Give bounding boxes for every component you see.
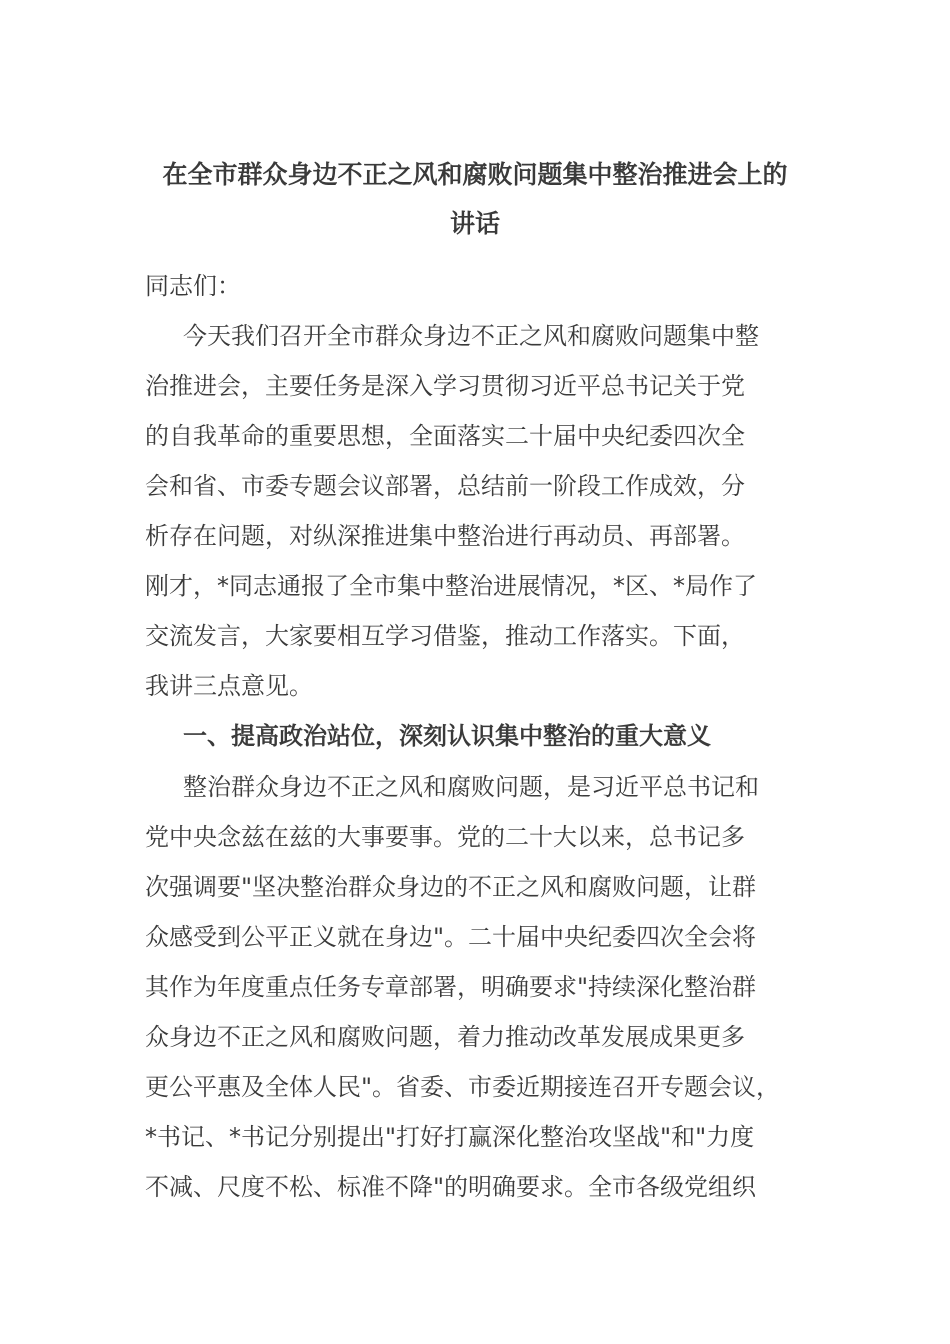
paragraph-line: 其作为年度重点任务专章部署，明确要求"持续深化整治群 — [145, 973, 757, 1001]
salutation: 同志们： — [145, 272, 241, 300]
paragraph-line: 刚才，*同志通报了全市集中整治进展情况，*区、*局作了 — [145, 572, 757, 600]
paragraph-line: 今天我们召开全市群众身边不正之风和腐败问题集中整 — [183, 322, 759, 350]
paragraph-line: 众感受到公平正义就在身边"。二十届中央纪委四次全会将 — [145, 923, 757, 951]
paragraph-line: 整治群众身边不正之风和腐败问题，是习近平总书记和 — [183, 773, 759, 801]
document-title-line-1: 在全市群众身边不正之风和腐败问题集中整治推进会上的 — [162, 160, 788, 189]
paragraph-line: 党中央念兹在兹的大事要事。党的二十大以来，总书记多 — [145, 823, 745, 851]
section-heading: 一、提高政治站位，深刻认识集中整治的重大意义 — [183, 722, 711, 750]
paragraph-line: 治推进会，主要任务是深入学习贯彻习近平总书记关于党 — [145, 372, 745, 400]
paragraph-line: 我讲三点意见。 — [145, 672, 313, 700]
paragraph-line: 的自我革命的重要思想，全面落实二十届中央纪委四次全 — [145, 422, 745, 450]
paragraph-line: 交流发言，大家要相互学习借鉴，推动工作落实。下面， — [145, 622, 745, 650]
paragraph-line: 众身边不正之风和腐败问题，着力推动改革发展成果更多 — [145, 1023, 745, 1051]
paragraph-line: 析存在问题，对纵深推进集中整治进行再动员、再部署。 — [145, 522, 745, 550]
paragraph-line: 次强调要"坚决整治群众身边的不正之风和腐败问题，让群 — [145, 873, 757, 901]
paragraph-line: *书记、*书记分别提出"打好打赢深化整治攻坚战"和"力度 — [145, 1123, 755, 1151]
document-title-line-2: 讲话 — [449, 209, 500, 238]
paragraph-line: 会和省、市委专题会议部署，总结前一阶段工作成效，分 — [145, 472, 745, 500]
paragraph-line: 更公平惠及全体人民"。省委、市委近期接连召开专题会议， — [145, 1073, 781, 1101]
paragraph-line: 不减、尺度不松、标准不降"的明确要求。全市各级党组织 — [145, 1173, 757, 1201]
